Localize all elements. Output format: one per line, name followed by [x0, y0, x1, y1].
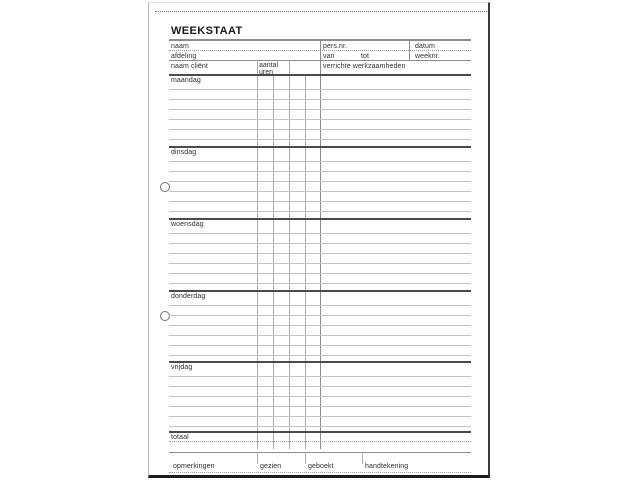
day-section-woensdag — [169, 218, 471, 290]
field-label-van: van — [323, 53, 335, 60]
column-header-aantal-uren: aantal uren — [259, 62, 279, 76]
day-section-maandag — [169, 74, 471, 146]
entry-rules — [169, 305, 471, 361]
totaal-underline — [169, 441, 471, 442]
entry-rules — [169, 376, 471, 431]
column-header-werkzaamheden: verrichte werkzaamheden — [323, 63, 406, 70]
entry-rules — [169, 89, 471, 146]
day-section-vrijdag — [169, 361, 471, 431]
page-title: WEEKSTAAT — [171, 25, 243, 37]
field-label-datum: datum — [415, 43, 435, 50]
footer-label-gezien: gezien — [260, 463, 282, 470]
footer-divider — [257, 452, 258, 464]
day-label: vrijdag — [171, 364, 193, 371]
day-label: dinsdag — [171, 149, 197, 156]
footer-underline — [169, 472, 471, 473]
entry-rules — [169, 233, 471, 290]
day-section-dinsdag — [169, 146, 471, 218]
perforation-line — [155, 11, 487, 12]
footer-divider — [305, 452, 306, 464]
footer-label-geboekt: geboekt — [308, 463, 334, 470]
totaal-label: totaal — [171, 434, 189, 441]
footer-label-handtekening: handtekening — [365, 463, 409, 470]
section-divider — [169, 431, 471, 433]
day-label: donderdag — [171, 293, 206, 300]
field-label-weeknr: weeknr. — [415, 53, 440, 60]
footer-box-top — [169, 452, 471, 453]
field-label-pers-nr: pers.nr. — [323, 43, 348, 50]
day-section-donderdag — [169, 290, 471, 361]
day-label: maandag — [171, 77, 201, 84]
entry-rules — [169, 161, 471, 218]
grid-vline — [409, 39, 410, 60]
field-label-naam: naam — [171, 43, 189, 50]
column-header-naam-client: naam cliënt — [171, 63, 208, 70]
timesheet-form-page — [148, 2, 490, 478]
field-label-afdeling: afdeling — [171, 53, 197, 60]
footer-divider — [362, 452, 363, 464]
field-label-tot: tot — [361, 53, 370, 60]
day-label: woensdag — [171, 221, 204, 228]
footer-label-opmerkingen: opmerkingen — [173, 463, 215, 470]
